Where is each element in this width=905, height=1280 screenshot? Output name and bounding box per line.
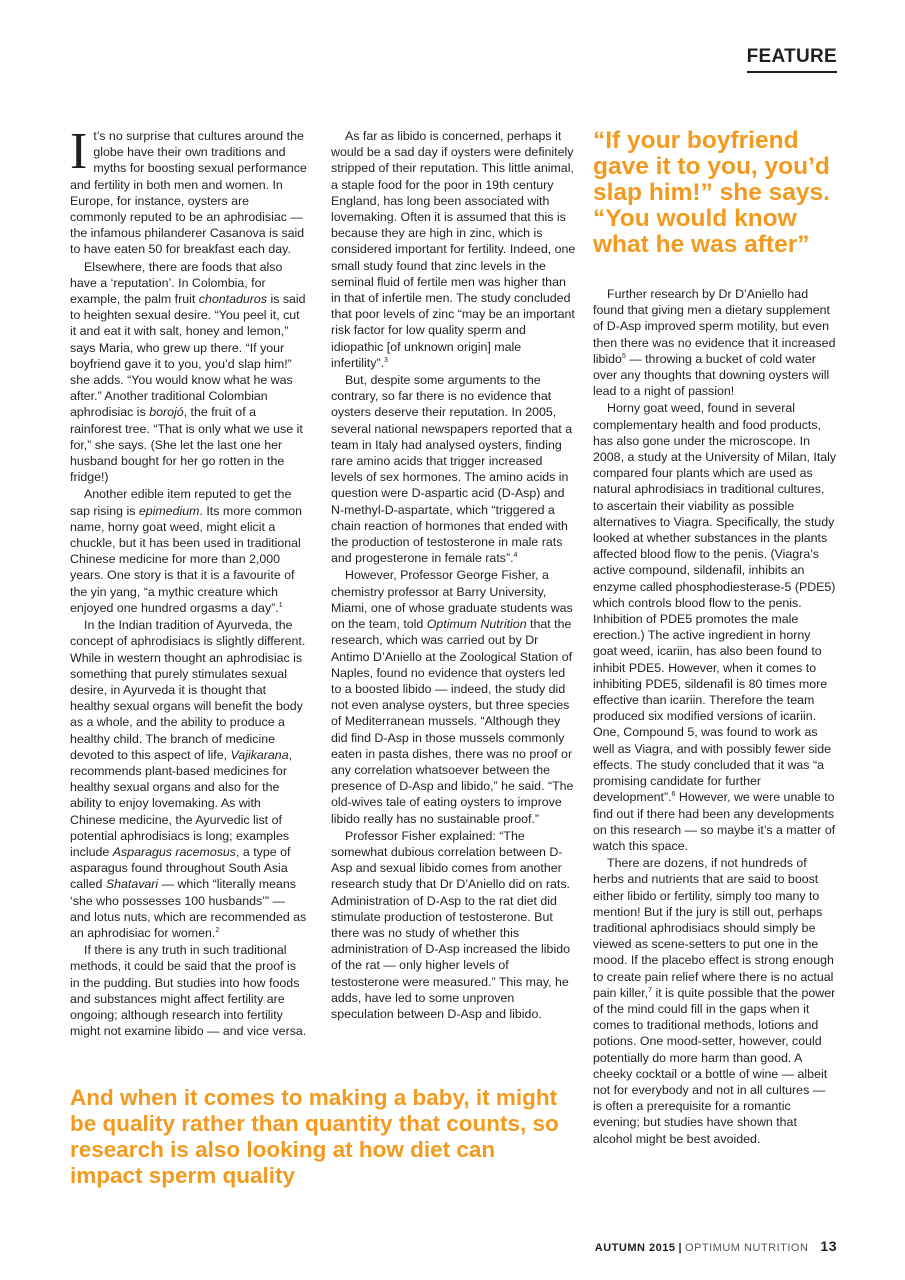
paragraph: However, Professor George Fisher, a chemistry professor at Barry University, Miami, one of whose graduate students was on the team, told Optimum Nutrition that the research, which was carried out by Dr Antimo D’Aniello at the Zoological Station of Naples, found no evidence that oysters led to a boosted libido — indeed, the study did not even analyse oysters, but three species of Mediterranean mussels. “Although they did find D-Asp in those mussels commonly eaten in pasta dishes, there was no proof or any correlation whatsoever between the presence of D-Asp and libido,” he said. “The old-wives tale of eating oysters to improve libido really has no sustainable proof.” <box>331 568 574 826</box>
reference-mark: 6 <box>671 791 676 799</box>
paragraph: Another edible item reputed to get the sap rising is epimedium. Its more common name, horny goat weed, might elicit a chuckle, but it has been used in traditional Chinese medicine for more than 2,000 years. One story is that it is a favourite of the yin yang, “a mythic creature which enjoyed one hundred orgasms a day”.$^1$ <box>70 487 303 615</box>
paragraph: Horny goat weed, found in several complementary health and food products, has also gone under the microscope. In 2008, a study at the University of Milan, Italy compared four plants which are used as natural aphrodisiacs in traditional cultures, to ascertain their viability as possible alternatives to Viagra. Specifically, the study looked at whether substances in the plants affected blood flow to the penis. (Viagra’s active compound, sildenafil, inhibits an enzyme called phosphodiesterase-5 (PDE5) which controls blood flow to the penis. Inhibition of PDE5 promotes the male erection.) The active ingredient in horny goat weed, icariin, has also been found to inhibit PDE5. However, when it comes to inhibiting PDE5, sildenafil is 80 times more effective than icariin. Therefore the team produced six modified versions of icariin. One, Compound 5, was found to work as well as Viagra, and with possibly fewer side effects. The study concluded that it was “a promising candidate for further development”.$^6$ However, we were unable to find out if there had been any developments on this research — so maybe it’s a matter of watch this space. <box>593 401 837 853</box>
section-label: FEATURE <box>747 46 837 73</box>
paragraph: As far as libido is concerned, perhaps it would be a sad day if oysters were definitely stripped of their reputation. This little animal, a staple food for the poor in 19th century England, has long been associated with lovemaking. Often it is assumed that this is because they are high in zinc, which is considered important for fertility. Indeed, one small study found that zinc levels in the seminal fluid of fertile men was higher than in that of infertile men. The study concluded that poor levels of zinc “may be an important risk factor for low quality sperm and idiopathic [of unknown origin] male infertility”.$^3$ <box>331 129 576 370</box>
paragraph: Professor Fisher explained: “The somewhat dubious correlation between D-Asp and sexual libido comes from another research study that Dr D’Aniello did on rats. Administration of D-Asp to the rat diet did stimulate production of testosterone. But there was no study of whether this administration of D-Asp increased the libido of the rat — only higher levels of testosterone were measured.” This may, he adds, have led to some unproven speculation between D-Asp and libido. <box>331 828 570 1021</box>
paragraph: But, despite some arguments to the contrary, so far there is no evidence that oysters deserve their reputation. In 2005, several national newspapers reported that a team in Italy had analysed oysters, finding rare amino acids that trigger increased levels of sex hormones. The amino acids in question were D-aspartic acid (D-Asp) and N-methyl-D-aspartate, which “triggered a chain reaction of hormones that ended with the production of testosterone in male rats and progesterone in female rats”.$^4$ <box>331 373 573 566</box>
page-number: 13 <box>820 1238 837 1254</box>
reference-mark: 7 <box>648 986 653 994</box>
paragraph: Elsewhere, there are foods that also have a ‘reputation’. In Colombia, for example, the palm fruit chontaduros is said to heighten sexual desire. “You peel it, cut it and eat it with salt, honey and lemon,” says Maria, who grew up there. “If your boyfriend gave it to you, you’d slap him!” she adds. “You would know what he was after.” Another traditional Colombian aphrodisiac is borojó, the fruit of a rainforest tree. “That is only what we use it for,” she says. (She let the last one her husband bought for her go rotten in the fridge!) <box>70 259 306 485</box>
magazine-name: OPTIMUM NUTRITION <box>685 1242 809 1254</box>
reference-mark: 3 <box>384 356 388 364</box>
reference-mark: 1 <box>278 601 283 609</box>
paragraph: Further research by Dr D’Aniello had found that giving men a dietary supplement of D-Asp improved sperm motility, but even then there was no evidence that it increased libido$^5$ — throwing a bucket of cold water over any thoughts that downing oysters will lead to a night of passion! <box>593 287 836 399</box>
article-column-1 <box>70 123 308 1040</box>
reference-mark: 4 <box>513 552 518 560</box>
pull-quote-right: “If your boyfriend gave it to you, you’d slap him!” she says. “You would know what he was after” <box>593 127 830 258</box>
article-column-2 <box>331 128 576 1023</box>
pull-quote-bottom: And when it comes to making a baby, it might be quality rather than quantity that counts, so research is also looking at how diet can impact sperm quality <box>70 1085 559 1188</box>
paragraph: It’s no surprise that cultures around the globe have their own traditions and myths for boosting sexual performance and fertility in both men and women. In Europe, for instance, oysters are commonly reputed to be an aphrodisiac — the infamous philanderer Casanova is said to have eaten 50 for breakfast each day. <box>70 123 307 257</box>
paragraph: If there is any truth in such traditional methods, it could be said that the proof is in the pudding. But studies into how foods and substances might affect fertility are ongoing; although research into fertility might not examine libido — and vice versa. <box>70 943 307 1039</box>
article-column-3 <box>593 286 837 1148</box>
reference-mark: 2 <box>215 926 220 934</box>
reference-mark: 5 <box>621 352 626 360</box>
paragraph: In the Indian tradition of Ayurveda, the concept of aphrodisiacs is slightly different. While in western thought an aphrodisiac is something that purely stimulates sexual desire, in Ayurveda it is thought that healthy sexual organs will benefit the body as a whole, and the ability to produce a healthy child. The branch of medicine devoted to this aspect of life, Vajikarana, recommends plant-based medicines for healthy sexual organs and also for the ability to enjoy lovemaking. As with Chinese medicine, the Ayurvedic list of potential aphrodisiacs is long; examples include Asparagus racemosus, a type of asparagus found throughout South Asia called Shatavari — which “literally means ‘she who possesses 100 husbands’” — and lotus nuts, which are recommended as an aphrodisiac for women.$^2$ <box>70 618 307 940</box>
drop-cap: I <box>70 123 88 180</box>
footer-divider: | <box>678 1242 683 1254</box>
page-footer <box>595 1238 837 1254</box>
issue-season: AUTUMN 2015 <box>594 1242 676 1254</box>
paragraph: There are dozens, if not hundreds of herbs and nutrients that are said to boost either libido or fertility, simply too many to mention! But if the jury is still out, perhaps traditional aphrodisiacs should simply be viewed as scene-setters to put one in the mood. If the placebo effect is strong enough to create pain relief where there is no actual pain killer,$^7$ it is quite possible that the power of the mind could fill in the gaps when it comes to traditional methods, lotions and potions. One mood-setter, however, could potentially do more harm than good. A cheeky cocktail or a bottle of wine — albeit not for everybody and not in all cultures — is often a prerequisite for a romantic evening; but studies have shown that alcohol might be best avoided. <box>593 856 836 1146</box>
